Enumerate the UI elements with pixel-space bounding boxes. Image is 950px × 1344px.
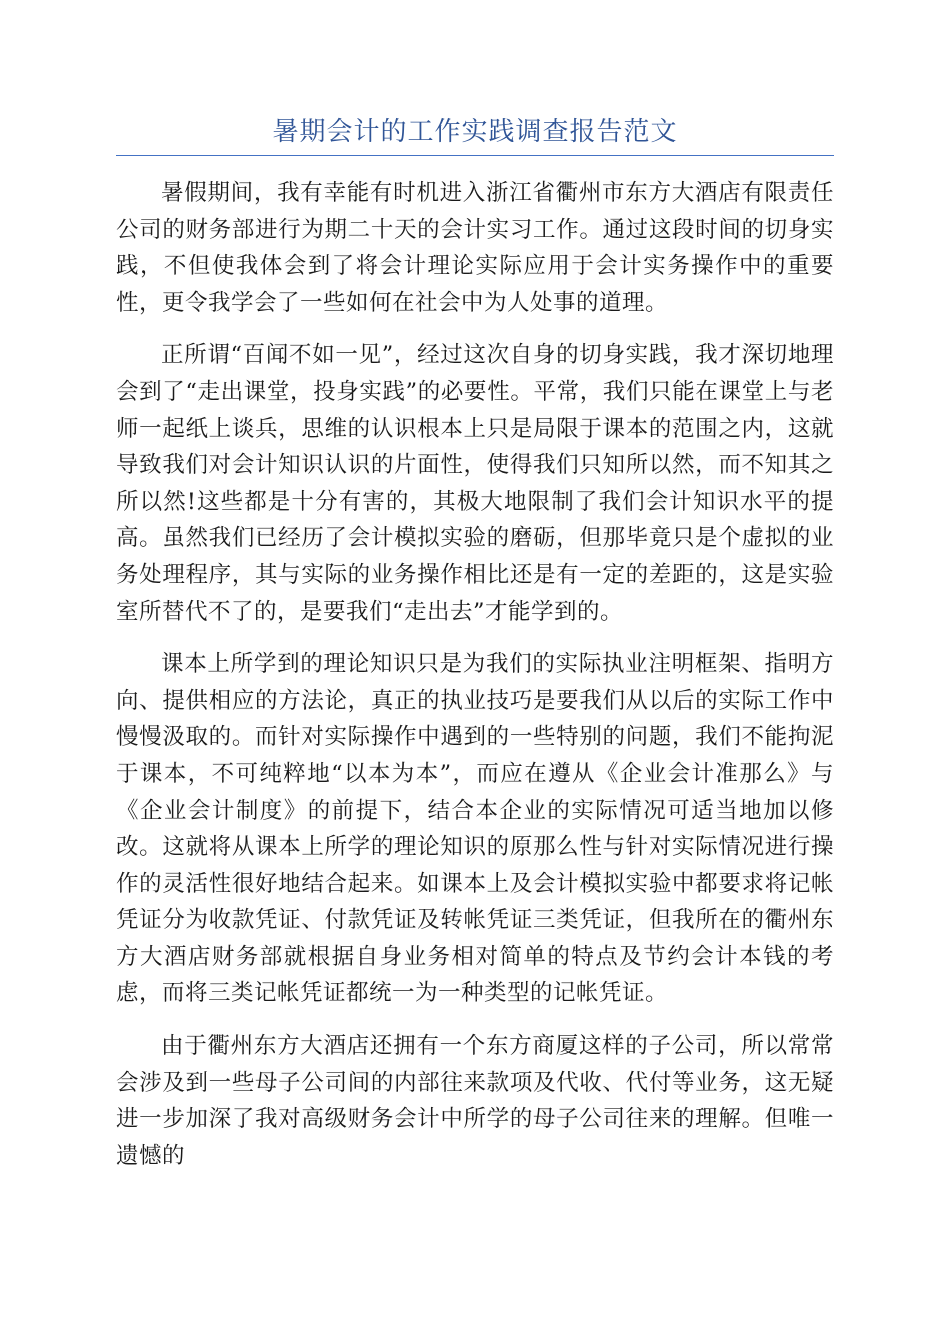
document-body	[116, 175, 834, 1190]
paragraph-2: 正所谓“百闻不如一见”，经过这次自身的切身实践，我才深切地理会到了“走出课堂，投身实践”的必要性。平常，我们只能在课堂上与老师一起纸上谈兵，思维的认识根本上只是局限于课本的范围之内，这就导致我们对会计知识认识的片面性，使得我们只知所以然，而不知其之所以然!这些都是十分有害的，其极大地限制了我们会计知识水平的提高。虽然我们已经历了会计模拟实验的磨砺，但那毕竟只是个虚拟的业务处理程序，其与实际的业务操作相比还是有一定的差距的，这是实验室所替代不了的，是要我们“走出去”才能学到的。	[116, 342, 834, 625]
title-underline	[116, 155, 834, 156]
paragraph-4: 由于衢州东方大酒店还拥有一个东方商厦这样的子公司，所以常常会涉及到一些母子公司间的内部往来款项及代收、代付等业务，这无疑进一步加深了我对高级财务会计中所学的母子公司往来的理解。但唯一遗憾的	[116, 1033, 834, 1169]
paragraph-3: 课本上所学到的理论知识只是为我们的实际执业注明框架、指明方向、提供相应的方法论，真正的执业技巧是要我们从以后的实际工作中慢慢汲取的。而针对实际操作中遇到的一些特别的问题，我们不能拘泥于课本，不可纯粹地“以本为本”，而应在遵从《企业会计准那么》与《企业会计制度》的前提下，结合本企业的实际情况可适当地加以修改。这就将从课本上所学的理论知识的原那么性与针对实际情况进行操作的灵活性很好地结合起来。如课本上及会计模拟实验中都要求将记帐凭证分为收款凭证、付款凭证及转帐凭证三类凭证，但我所在的衢州东方大酒店财务部就根据自身业务相对简单的特点及节约会计本钱的考虑，而将三类记帐凭证都统一为一种类型的记帐凭证。	[116, 651, 834, 1007]
paragraph-1: 暑假期间，我有幸能有时机进入浙江省衢州市东方大酒店有限责任公司的财务部进行为期二十天的会计实习工作。通过这段时间的切身实践，不但使我体会到了将会计理论实际应用于会计实务操作中的重要性，更令我学会了一些如何在社会中为人处事的道理。	[116, 180, 834, 316]
document-title: 暑期会计的工作实践调查报告范文	[272, 117, 678, 147]
